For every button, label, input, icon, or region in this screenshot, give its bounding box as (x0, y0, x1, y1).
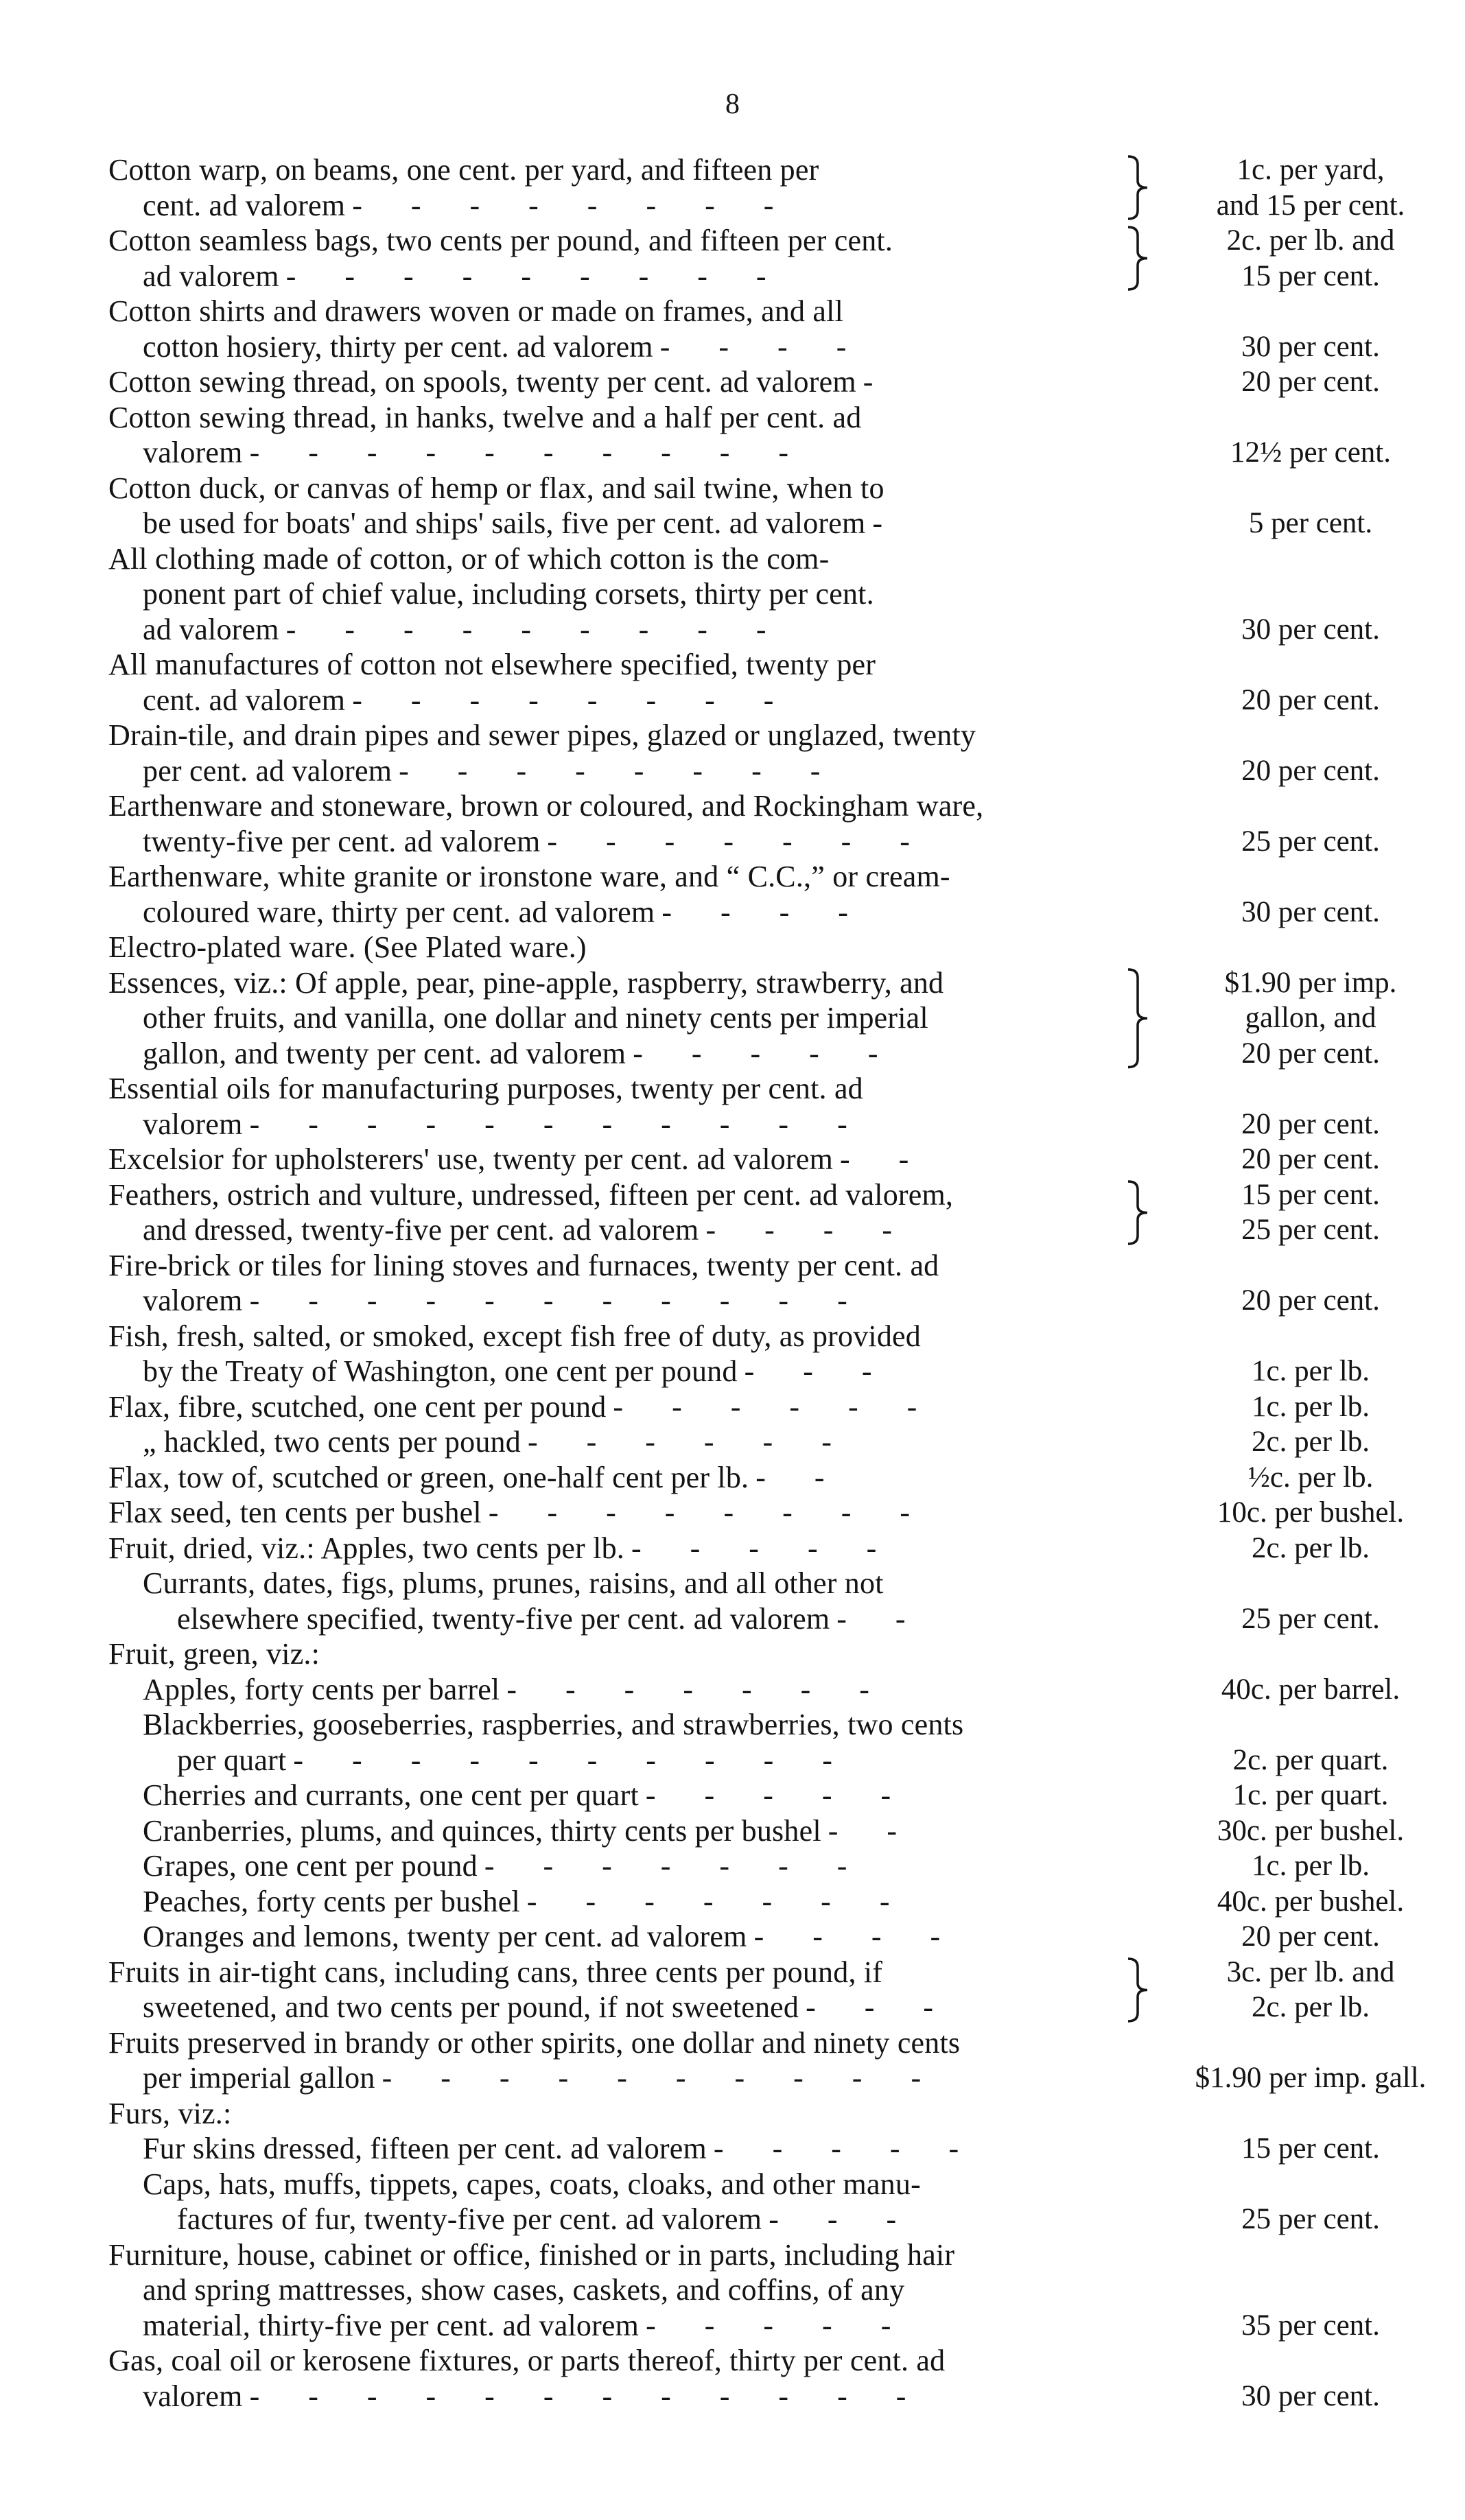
duty-rate: 30 per cent. (1241, 895, 1380, 928)
tariff-entry (0, 1813, 1465, 1849)
entry-text: ad valorem - - - - - - - - - (143, 612, 787, 646)
entry-text: cotton hosiery, thirty per cent. ad valorem - - - - (143, 329, 867, 364)
entry-text: Cotton seamless bags, two cents per pound, and fifteen per cent. (108, 224, 893, 257)
dot-leader: - - - - - - - (547, 824, 930, 858)
entry-text: All manufactures of cotton not elsewhere specified, twenty per (108, 648, 876, 681)
duty-rate: 2c. per lb. (1252, 1426, 1370, 1458)
duty-rate: 25 per cent. (1241, 1602, 1380, 1635)
entry-text: Drain-tile, and drain pipes and sewer pipes, glazed or unglazed, twenty (108, 718, 976, 752)
entry-text: Earthenware and stoneware, brown or coloured, and Rockingham ware, (108, 789, 984, 823)
entry-text: Apples, forty cents per barrel - - - - - - - (143, 1672, 890, 1706)
duty-rate: ½c. per lb. (1247, 1461, 1374, 1494)
entry-text: gallon, and twenty per cent. ad valorem - - - - - (143, 1036, 899, 1070)
duty-rate: $1.90 per imp. (1224, 966, 1397, 999)
entry-text: Cherries and currants, one cent per quart - - - - - (143, 1778, 912, 1812)
entry-text: Fruits in air-tight cans, including cans, three cents per pound, if (108, 1955, 883, 1989)
dot-leader: - - (828, 1813, 918, 1848)
tariff-entry (0, 1177, 1465, 1248)
dot-leader: - - - - (659, 329, 867, 364)
entry-text: ad valorem - - - - - - - - - (143, 259, 787, 293)
duty-rate: 20 per cent. (1241, 1143, 1380, 1175)
dot-leader: - - - - - - - - (488, 1496, 931, 1529)
dot-leader: - - (840, 1142, 930, 1176)
entry-text: Cotton sewing thread, on spools, twenty per cent. ad valorem - (108, 365, 894, 399)
tariff-entry (0, 294, 1465, 364)
entry-text: Feathers, ostrich and vulture, undressed, fifteen per cent. ad valorem, (108, 1177, 954, 1212)
dot-leader: - - - - - - - - - - (249, 436, 810, 469)
duty-rate: 3c. per lb. and (1226, 1955, 1395, 1988)
entry-text: and spring mattresses, show cases, caskets, and coffins, of any (143, 2273, 905, 2307)
entry-text: Cranberries, plums, and quinces, thirty cents per bushel - - (143, 1813, 918, 1848)
duty-rate: 15 per cent. (1241, 1178, 1380, 1211)
tariff-entry (0, 1884, 1465, 1920)
dot-leader: - - - - - - - (484, 1849, 868, 1883)
entry-text: coloured ware, thirty per cent. ad valorem - - - - (143, 895, 869, 929)
tariff-entry (0, 1919, 1465, 1955)
dot-leader: - - - - - - - - (399, 753, 841, 788)
dot-leader: - - - - - (633, 1036, 899, 1070)
duty-rate: 2c. per lb. (1252, 1991, 1370, 2023)
duty-rate: 30c. per bushel. (1217, 1814, 1405, 1847)
entry-text: All clothing made of cotton, or of which cotton is the com- (108, 541, 830, 576)
tariff-entry (0, 788, 1465, 859)
dot-leader: - - - (744, 1354, 893, 1388)
entry-text: valorem - - - - - - - - - - - - (143, 2379, 927, 2413)
duty-rate: $1.90 per imp. gall. (1195, 2062, 1427, 2094)
tariff-entry (0, 1955, 1465, 2025)
entry-text: Earthenware, white granite or ironstone ware, and “ C.C.,” or cream- (108, 860, 950, 893)
dot-leader: - - (755, 1460, 845, 1494)
tariff-entry (0, 718, 1465, 788)
tariff-entry (0, 1495, 1465, 1531)
tariff-entry (0, 152, 1465, 223)
tariff-entry (0, 1531, 1465, 1566)
dot-leader: - - - - - (645, 1778, 912, 1812)
duty-rate: 12½ per cent. (1230, 436, 1392, 469)
entry-text: Flax, tow of, scutched or green, one-half cent per lb. - - (108, 1460, 845, 1494)
page-number: 8 (725, 89, 740, 120)
entry-text: Furs, viz.: (108, 2096, 232, 2130)
entry-text: per cent. ad valorem - - - - - - - - (143, 753, 841, 788)
entry-text: Gas, coal oil or kerosene fixtures, or parts thereof, thirty per cent. ad (108, 2344, 946, 2377)
tariff-entry (0, 2131, 1465, 2167)
dot-leader: - - - - - - - - (352, 683, 795, 717)
duty-rate: and 15 per cent. (1216, 189, 1405, 222)
tariff-entry (0, 400, 1465, 471)
tariff-entry (0, 223, 1465, 294)
tariff-entry (0, 2343, 1465, 2414)
tariff-entry (0, 1142, 1465, 1177)
duty-rate: 20 per cent. (1241, 754, 1380, 787)
tariff-entry (0, 1248, 1465, 1319)
brace-icon (1125, 1957, 1158, 2023)
tariff-entry (0, 2237, 1465, 2344)
brace-icon (1125, 1180, 1158, 1245)
entry-text: Cotton duck, or canvas of hemp or flax, and sail twine, when to (108, 471, 884, 505)
duty-rate: 15 per cent. (1241, 2132, 1380, 2165)
tariff-entry (0, 2025, 1465, 2096)
dot-leader: - - - - - - - - - - (293, 1743, 853, 1777)
dot-leader: - - - - (753, 1920, 961, 1953)
duty-rate: 30 per cent. (1241, 2379, 1380, 2412)
duty-rate: 15 per cent. (1241, 259, 1380, 292)
entry-text: cent. ad valorem - - - - - - - - (143, 683, 795, 717)
duty-rate: 20 per cent. (1241, 1037, 1380, 1070)
duty-rate: 30 per cent. (1241, 613, 1380, 646)
dot-leader: - - - - - - - - - (285, 612, 787, 646)
entry-text: Caps, hats, muffs, tippets, capes, coats, cloaks, and other manu- (143, 2167, 921, 2201)
entry-text: Fruits preserved in brandy or other spirits, one dollar and ninety cents (108, 2025, 961, 2060)
entry-text: per quart - - - - - - - - - - (177, 1743, 853, 1777)
dot-leader: - - - - - - - - (352, 188, 795, 222)
dot-leader: - (863, 365, 894, 399)
tariff-entry (0, 1460, 1465, 1496)
entry-text: by the Treaty of Washington, one cent per pound - - - (143, 1354, 893, 1388)
tariff-list (0, 152, 1465, 2414)
duty-rate: 20 per cent. (1241, 683, 1380, 716)
entry-text: Peaches, forty cents per bushel - - - - - - - (143, 1884, 911, 1918)
entry-text: be used for boats' and ships' sails, five per cent. ad valorem - (143, 506, 904, 540)
dot-leader: - - - - - - - - - - - (249, 1107, 868, 1141)
tariff-entry (0, 2167, 1465, 2237)
dot-leader: - - - - - - - (506, 1672, 890, 1706)
duty-rate: 25 per cent. (1241, 1214, 1380, 1246)
duty-rate: 35 per cent. (1241, 2309, 1380, 2342)
tariff-entry (0, 2096, 1465, 2132)
tariff-entry (0, 1636, 1465, 1672)
duty-rate: 20 per cent. (1241, 1920, 1380, 1953)
entry-text: twenty-five per cent. ad valorem - - - - - - - (143, 824, 930, 858)
entry-text: valorem - - - - - - - - - - - (143, 1284, 868, 1317)
tariff-entry (0, 1778, 1465, 1813)
entry-text: Fruit, green, viz.: (108, 1637, 320, 1671)
duty-rate: 1c. per lb. (1252, 1355, 1370, 1387)
entry-text: ponent part of chief value, including corsets, thirty per cent. (143, 577, 874, 611)
entry-text: Cotton sewing thread, in hanks, twelve and a half per cent. ad (108, 400, 862, 434)
tariff-entry (0, 965, 1465, 1072)
entry-text: Grapes, one cent per pound - - - - - - - (143, 1849, 868, 1883)
duty-rate: gallon, and (1245, 1002, 1376, 1034)
duty-rate: 25 per cent. (1241, 825, 1380, 858)
entry-text: sweetened, and two cents per pound, if not sweetened - - - (143, 1990, 954, 2024)
dot-leader: - - - - - - - - - (285, 259, 787, 293)
entry-text: material, thirty-five per cent. ad valorem - - - - - (143, 2308, 912, 2342)
tariff-entry (0, 1566, 1465, 1636)
duty-rate: 10c. per bushel. (1217, 1496, 1405, 1529)
dot-leader: - - - - - (631, 1531, 898, 1565)
entry-text: per imperial gallon - - - - - - - - - - (143, 2061, 942, 2095)
entry-text: Flax seed, ten cents per bushel - - - - - - - - (108, 1496, 931, 1529)
tariff-entry (0, 1424, 1465, 1460)
duty-rate: 1c. per lb. (1252, 1390, 1370, 1423)
entry-text: Oranges and lemons, twenty per cent. ad valorem - - - - (143, 1920, 961, 1953)
entry-text: cent. ad valorem - - - - - - - - (143, 188, 795, 222)
dot-leader: - - - - - (646, 2308, 912, 2342)
entry-text: valorem - - - - - - - - - - (143, 436, 810, 469)
entry-text: elsewhere specified, twenty-five per cent. ad valorem - - (177, 1601, 926, 1636)
dot-leader: - - - - - - (613, 1389, 938, 1424)
duty-rate: 40c. per bushel. (1217, 1885, 1405, 1918)
entry-text: Fur skins dressed, fifteen per cent. ad valorem - - - - - (143, 2132, 980, 2165)
duty-rate: 5 per cent. (1248, 507, 1373, 539)
tariff-entry (0, 1319, 1465, 1389)
entry-text: Electro-plated ware. (See Plated ware.) (108, 930, 587, 964)
tariff-entry (0, 1672, 1465, 1708)
entry-text: Flax, fibre, scutched, one cent per pound - - - - - - (108, 1389, 938, 1424)
entry-text: other fruits, and vanilla, one dollar and ninety cents per imperial (143, 1001, 928, 1035)
entry-text: Fruit, dried, viz.: Apples, two cents per lb. - - - - - (108, 1531, 898, 1565)
duty-rate: 1c. per lb. (1252, 1850, 1370, 1882)
tariff-entry (0, 471, 1465, 541)
duty-rate: 1c. per yard, (1237, 154, 1385, 186)
dot-leader: - - - - (661, 895, 869, 929)
entry-text: Currants, dates, figs, plums, prunes, raisins, and all other not (143, 1566, 884, 1600)
tariff-entry (0, 364, 1465, 400)
duty-rate: 2c. per lb. (1252, 1531, 1370, 1564)
entry-text: Cotton shirts and drawers woven or made on frames, and all (108, 294, 843, 328)
duty-rate: 1c. per quart. (1232, 1779, 1389, 1811)
duty-rate: 40c. per barrel. (1221, 1673, 1400, 1706)
entry-text: Fire-brick or tiles for lining stoves and furnaces, twenty per cent. ad (108, 1248, 939, 1282)
tariff-entry (0, 859, 1465, 930)
entry-text: Essences, viz.: Of apple, pear, pine-apple, raspberry, strawberry, and (108, 965, 944, 1000)
brace-icon (1125, 155, 1158, 220)
dot-leader: - - - - - - - (526, 1884, 911, 1918)
duty-rate: 25 per cent. (1241, 2203, 1380, 2235)
duty-rate: 2c. per quart. (1232, 1743, 1389, 1776)
entry-text: Furniture, house, cabinet or office, finished or in parts, including hair (108, 2237, 955, 2272)
entry-text: „ hackled, two cents per pound - - - - - - (143, 1425, 852, 1459)
dot-leader: - - (836, 1601, 926, 1636)
dot-leader: - - - - - - - - - - - (249, 1284, 868, 1317)
dot-leader: - - - - - (713, 2132, 980, 2165)
brace-icon (1125, 968, 1158, 1069)
entry-text: Blackberries, gooseberries, raspberries, and strawberries, two cents (143, 1708, 964, 1741)
entry-text: Fish, fresh, salted, or smoked, except fish free of duty, as provided (108, 1319, 921, 1353)
dot-leader: - - - - - - - - - - (382, 2061, 942, 2095)
entry-text: and dressed, twenty-five per cent. ad valorem - - - - (143, 1213, 913, 1247)
tariff-entry (0, 930, 1465, 965)
dot-leader: - - - - - - - - - - - - (249, 2379, 927, 2413)
dot-leader: - - - (769, 2202, 917, 2236)
duty-rate: 20 per cent. (1241, 1107, 1380, 1140)
tariff-entry (0, 647, 1465, 718)
dot-leader: - - - (806, 1990, 954, 2024)
dot-leader: - - - - - - (527, 1425, 852, 1459)
tariff-entry (0, 1071, 1465, 1142)
tariff-entry (0, 1848, 1465, 1884)
entry-text: valorem - - - - - - - - - - - (143, 1107, 868, 1141)
duty-rate: 20 per cent. (1241, 366, 1380, 398)
duty-rate: 30 per cent. (1241, 330, 1380, 363)
brace-icon (1125, 226, 1158, 291)
entry-text: Essential oils for manufacturing purposes, twenty per cent. ad (108, 1072, 863, 1105)
tariff-entry (0, 1707, 1465, 1778)
entry-text: factures of fur, twenty-five per cent. ad valorem - - - (177, 2202, 917, 2236)
dot-leader: - (872, 506, 904, 540)
duty-rate: 20 per cent. (1241, 1284, 1380, 1317)
duty-rate: 2c. per lb. and (1226, 224, 1395, 257)
entry-text: Cotton warp, on beams, one cent. per yard, and fifteen per (108, 153, 819, 187)
dot-leader: - - - - (705, 1213, 913, 1247)
entry-text: Excelsior for upholsterers' use, twenty per cent. ad valorem - - (108, 1142, 930, 1176)
tariff-entry (0, 541, 1465, 648)
tariff-entry (0, 1389, 1465, 1425)
